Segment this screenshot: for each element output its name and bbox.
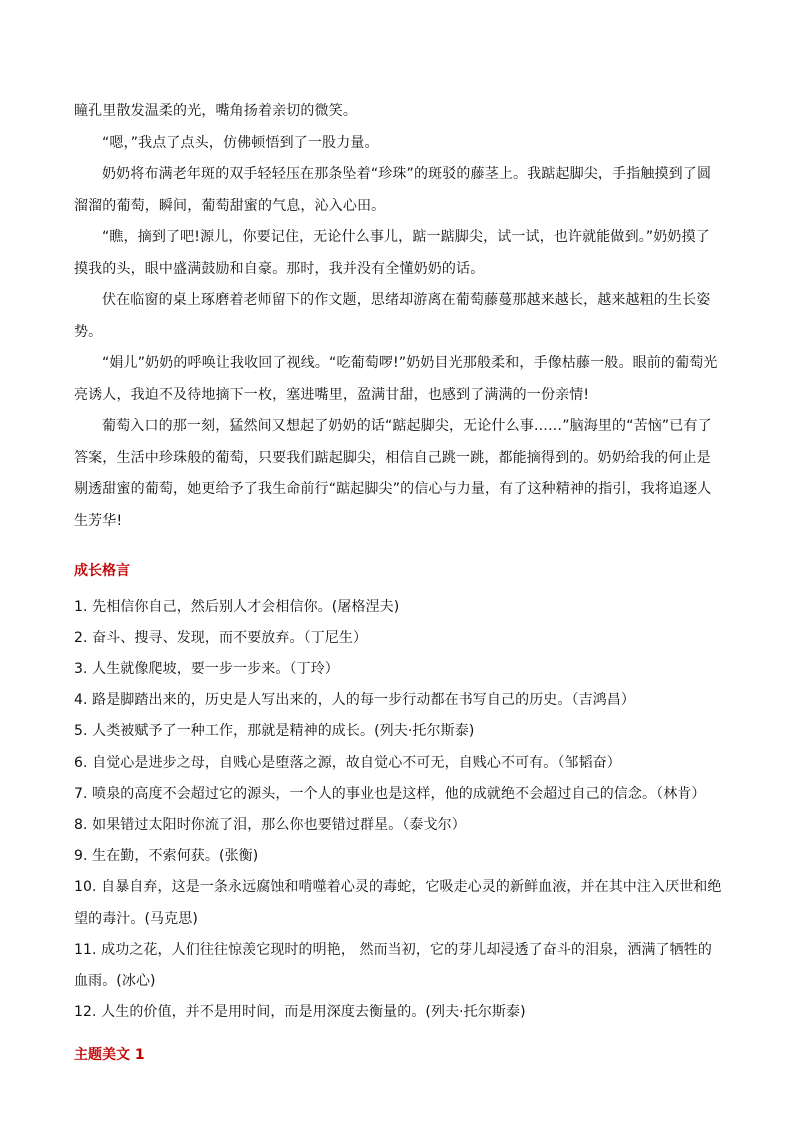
story-paragraph: 伏在临窗的桌上琢磨着老师留下的作文题，思绪却游离在葡萄藤蔓那越来越长，越来越粗的生长姿势。 [74, 292, 711, 340]
quote-item: 12. 人生的价值，并不是用时间，而是用深度去衡量的。(列夫·托尔斯泰) [74, 1004, 526, 1021]
document-content [74, 96, 722, 1072]
quote-item: 9. 生在勤，不索何获。(张衡) [74, 848, 259, 865]
story-paragraph: “娟儿”奶奶的呼唤让我收回了视线。“吃葡萄啰!”奶奶目光那般柔和，手像枯藤一般。眼前的葡萄光亮诱人，我迫不及待地摘下一枚，塞进嘴里，盈满甘甜，也感到了满满的一份亲情! [74, 355, 718, 403]
story-paragraph: “嗯，”我点了点头，仿佛顿悟到了一股力量。 [102, 134, 379, 151]
quote-item: 1. 先相信你自己，然后别人才会相信你。(屠格涅夫) [74, 598, 400, 615]
quote-item: 6. 自觉心是进步之母，自贱心是堕落之源，故自觉心不可无，自贱心不可有。（邹韬奋） [74, 754, 621, 771]
quote-item: 8. 如果错过太阳时你流了泪，那么你也要错过群星。（泰戈尔） [74, 816, 466, 833]
theme-essay-title: 主题美文 1 [74, 1047, 145, 1064]
quote-item: 11. 成功之花，人们往往惊羡它现时的明艳， 然而当初，它的芽儿却浸透了奋斗的泪泉，洒满了牺牲的血雨。(冰心) [74, 941, 712, 989]
story-paragraph: “瞧，摘到了吧!源儿，你要记住，无论什么事儿，踮一踮脚尖，试一试，也许就能做到。”奶奶摸了摸我的头，眼中盛满鼓励和自豪。那时，我并没有全懂奶奶的话。 [74, 229, 710, 277]
story-paragraph: 葡萄入口的那一刻，猛然间又想起了奶奶的话“踮起脚尖，无论什么事……”脑海里的“苦恼”已有了答案，生活中珍珠般的葡萄，只要我们踮起脚尖，相信自己跳一跳，都能摘得到的。奶奶给我的何止是剔透甜蜜的葡萄，她更给予了我生命前行“踮起脚尖”的信心与力量，有了这种精神的指引，我将追逐人生芳华! [74, 418, 712, 529]
quote-item: 3. 人生就像爬坡，要一步一步来。（丁玲） [74, 660, 339, 677]
story-section [74, 96, 722, 537]
quote-item: 5. 人类被赋予了一种工作，那就是精神的成长。(列夫·托尔斯泰) [74, 723, 475, 740]
quote-item: 2. 奋斗、搜寻、发现，而不要放弃。（丁尼生） [74, 629, 368, 646]
quote-item: 10. 自暴自弃，这是一条永远腐蚀和啃噬着心灵的毒蛇，它吸走心灵的新鲜血液，并在其中注入厌世和绝望的毒汁。(马克思) [74, 879, 722, 927]
quote-item: 4. 路是脚踏出来的，历史是人写出来的，人的每一步行动都在书写自己的历史。（吉鸿昌） [74, 692, 636, 709]
story-paragraph: 奶奶将布满老年斑的双手轻轻压在那条坠着“珍珠”的斑驳的藤茎上。我踮起脚尖，手指触摸到了圆溜溜的葡萄，瞬间，葡萄甜蜜的气息，沁入心田。 [74, 166, 712, 214]
story-paragraph: 瞳孔里散发温柔的光，嘴角扬着亲切的微笑。 [74, 103, 357, 119]
growth-quotes-title: 成长格言 [74, 563, 130, 579]
growth-quotes-list [74, 592, 722, 1029]
quote-item: 7. 喷泉的高度不会超过它的源头，一个人的事业也是这样，他的成就绝不会超过自己的信念。（林肯） [74, 785, 706, 802]
